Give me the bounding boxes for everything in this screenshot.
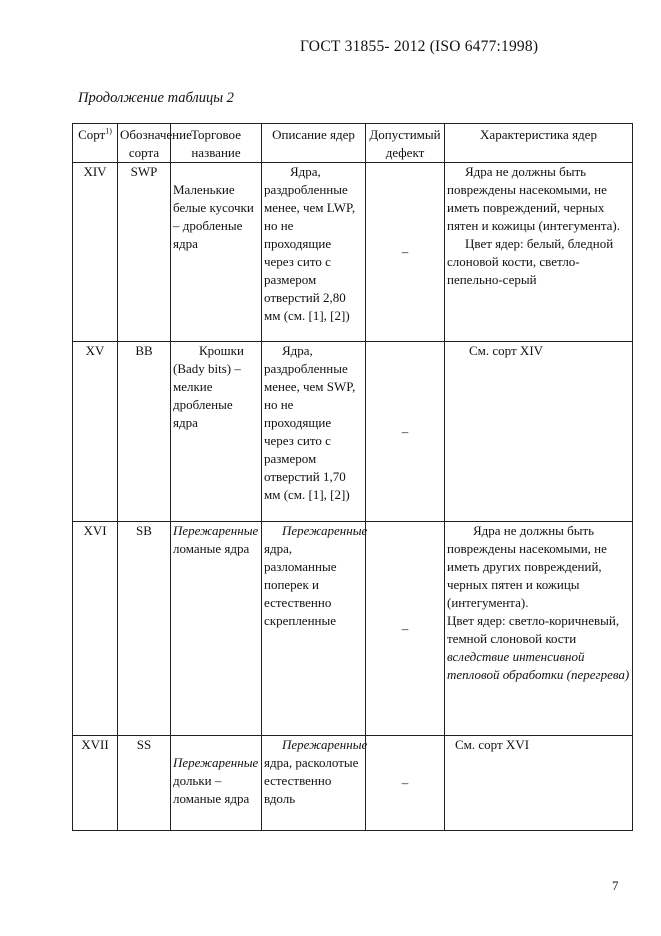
cell-code: SB — [118, 522, 171, 736]
col-header-trade-name: Торговое название — [171, 124, 262, 163]
cell-code: SWP — [118, 163, 171, 342]
cell-defect: – — [366, 342, 445, 522]
cell-sort: XVII — [73, 736, 118, 831]
cell-defect: – — [366, 522, 445, 736]
table-row — [73, 163, 633, 342]
cell-code: SS — [118, 736, 171, 831]
col-header-sort: Сорт$^{1)}$ — [73, 124, 118, 163]
cell-trade-name: Крошки (Bady bits) – мелкие дробленые ядра — [171, 342, 262, 522]
footnote-marker: 1) — [105, 126, 112, 136]
cell-sort: XV — [73, 342, 118, 522]
cell-defect: – — [366, 736, 445, 831]
col-header-description: Описание ядер — [262, 124, 366, 163]
cell-characteristics: Ядра не должны быть повреждены насекомыми, не иметь повреждений, черных пятен и кожицы (интегумента). Цвет ядер: белый, бледной слоновой кости, светло-пепельно-серый — [445, 163, 633, 342]
cell-code: BB — [118, 342, 171, 522]
cell-description: Пережаренные ядра, расколотые естественно вдоль — [262, 736, 366, 831]
cell-trade-name: Пережаренные дольки – ломаные ядра — [171, 736, 262, 831]
cell-defect: – — [366, 163, 445, 342]
cell-trade-name: Маленькие белые кусочки – дробленые ядра — [171, 163, 262, 342]
table-row — [73, 342, 633, 522]
document-header: ГОСТ 31855- 2012 (ISO 6477:1998) — [300, 38, 539, 55]
table-row — [73, 736, 633, 831]
cell-characteristics: См. сорт XIV — [445, 342, 633, 522]
page-number: 7 — [612, 878, 619, 893]
cell-sort: XVI — [73, 522, 118, 736]
cell-characteristics: Ядра не должны быть повреждены насекомыми, не иметь других повреждений, черных пятен и кожицы (интегумента). Цвет ядер: светло-коричневый, темной слоновой кости вследствие интенсивной тепловой обработки (перегрева) — [445, 522, 633, 736]
table-header-row — [73, 124, 633, 163]
cell-characteristics: См. сорт XVI — [445, 736, 633, 831]
col-header-defect: Допустимый дефект — [366, 124, 445, 163]
col-header-code: Обозначение сорта — [118, 124, 171, 163]
cashew-grades-table — [72, 123, 633, 831]
cell-trade-name: Пережаренные ломаные ядра — [171, 522, 262, 736]
cell-description: Ядра, раздробленные менее, чем SWP, но не проходящие через сито с размером отверстий 1,70 мм (см. [1], [2]) — [262, 342, 366, 522]
cell-sort: XIV — [73, 163, 118, 342]
table-row — [73, 522, 633, 736]
cell-description: Ядра, раздробленные менее, чем LWP, но не проходящие через сито с размером отверстий 2,80 мм (см. [1], [2]) — [262, 163, 366, 342]
cell-description: Пережаренные ядра, разломанные поперек и естественно скрепленные — [262, 522, 366, 736]
table-caption: Продолжение таблицы 2 — [78, 90, 234, 106]
col-header-characteristics: Характеристика ядер — [445, 124, 633, 163]
